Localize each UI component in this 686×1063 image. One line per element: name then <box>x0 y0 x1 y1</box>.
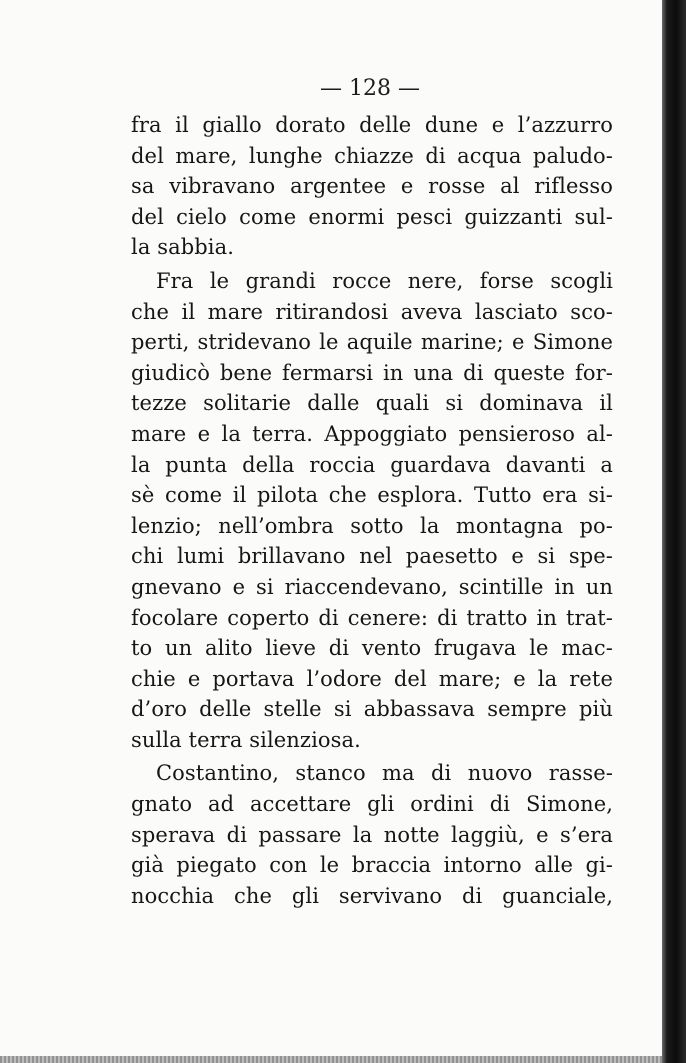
paragraph-2 <box>131 266 613 756</box>
text-line: Fra le grandi rocce nere, forse scogli <box>156 268 613 293</box>
body-text <box>131 110 613 911</box>
text-line: già piegato con le braccia intorno alle gi- <box>131 853 613 878</box>
text-line: la punta della roccia guardava davanti a <box>131 452 613 477</box>
text-line: del cielo come enormi pesci guizzanti sul- <box>131 204 613 229</box>
text-line: sulla terra silenziosa. <box>131 727 361 752</box>
text-line: to un alito lieve di vento frugava le mac- <box>131 636 613 661</box>
page-number: — 128 — <box>320 76 420 101</box>
text-line: giudicò bene fermarsi in una di queste for- <box>131 360 613 385</box>
text-line: sè come il pilota che esplora. Tutto era si- <box>131 483 613 508</box>
text-line: la sabbia. <box>131 235 235 260</box>
text-line: lenzio; nell’ombra sotto la montagna po- <box>131 513 613 538</box>
text-line: tezze solitarie dalle quali si dominava il <box>131 391 613 416</box>
text-line: mare e la terra. Appoggiato pensieroso al- <box>131 421 613 446</box>
text-line: gnevano e si riaccendevano, scintille in un <box>131 574 613 599</box>
text-line: focolare coperto di cenere: di tratto in trat- <box>131 605 613 630</box>
text-line: chie e portava l’odore del mare; e la rete <box>131 666 613 691</box>
text-line: fra il giallo dorato delle dune e l’azzurro <box>131 113 613 137</box>
text-line: sa vibravano argentee e rosse al riflesso <box>131 174 613 199</box>
text-line: perti, stridevano le aquile marine; e Simone <box>131 330 613 355</box>
paragraph-3 <box>131 758 613 911</box>
book-binding-edge <box>662 0 686 1063</box>
text-line: del mare, lunghe chiazze di acqua paludo- <box>131 143 613 168</box>
text-line: gnato ad accettare gli ordini di Simone, <box>131 792 613 817</box>
text-line: sperava di passare la notte laggiù, e s’era <box>131 822 613 847</box>
text-line: nocchia che gli servivano di guanciale, <box>131 883 613 908</box>
text-line: Costantino, stanco ma di nuovo rasse- <box>156 761 613 786</box>
text-line: chi lumi brillavano nel paesetto e si spe- <box>131 544 613 569</box>
text-line: d’oro delle stelle si abbassava sempre più <box>131 697 613 722</box>
text-line: che il mare ritirandosi aveva lasciato sco- <box>131 299 613 324</box>
paragraph-1 <box>131 110 613 263</box>
page-bottom-edge <box>0 1056 662 1063</box>
